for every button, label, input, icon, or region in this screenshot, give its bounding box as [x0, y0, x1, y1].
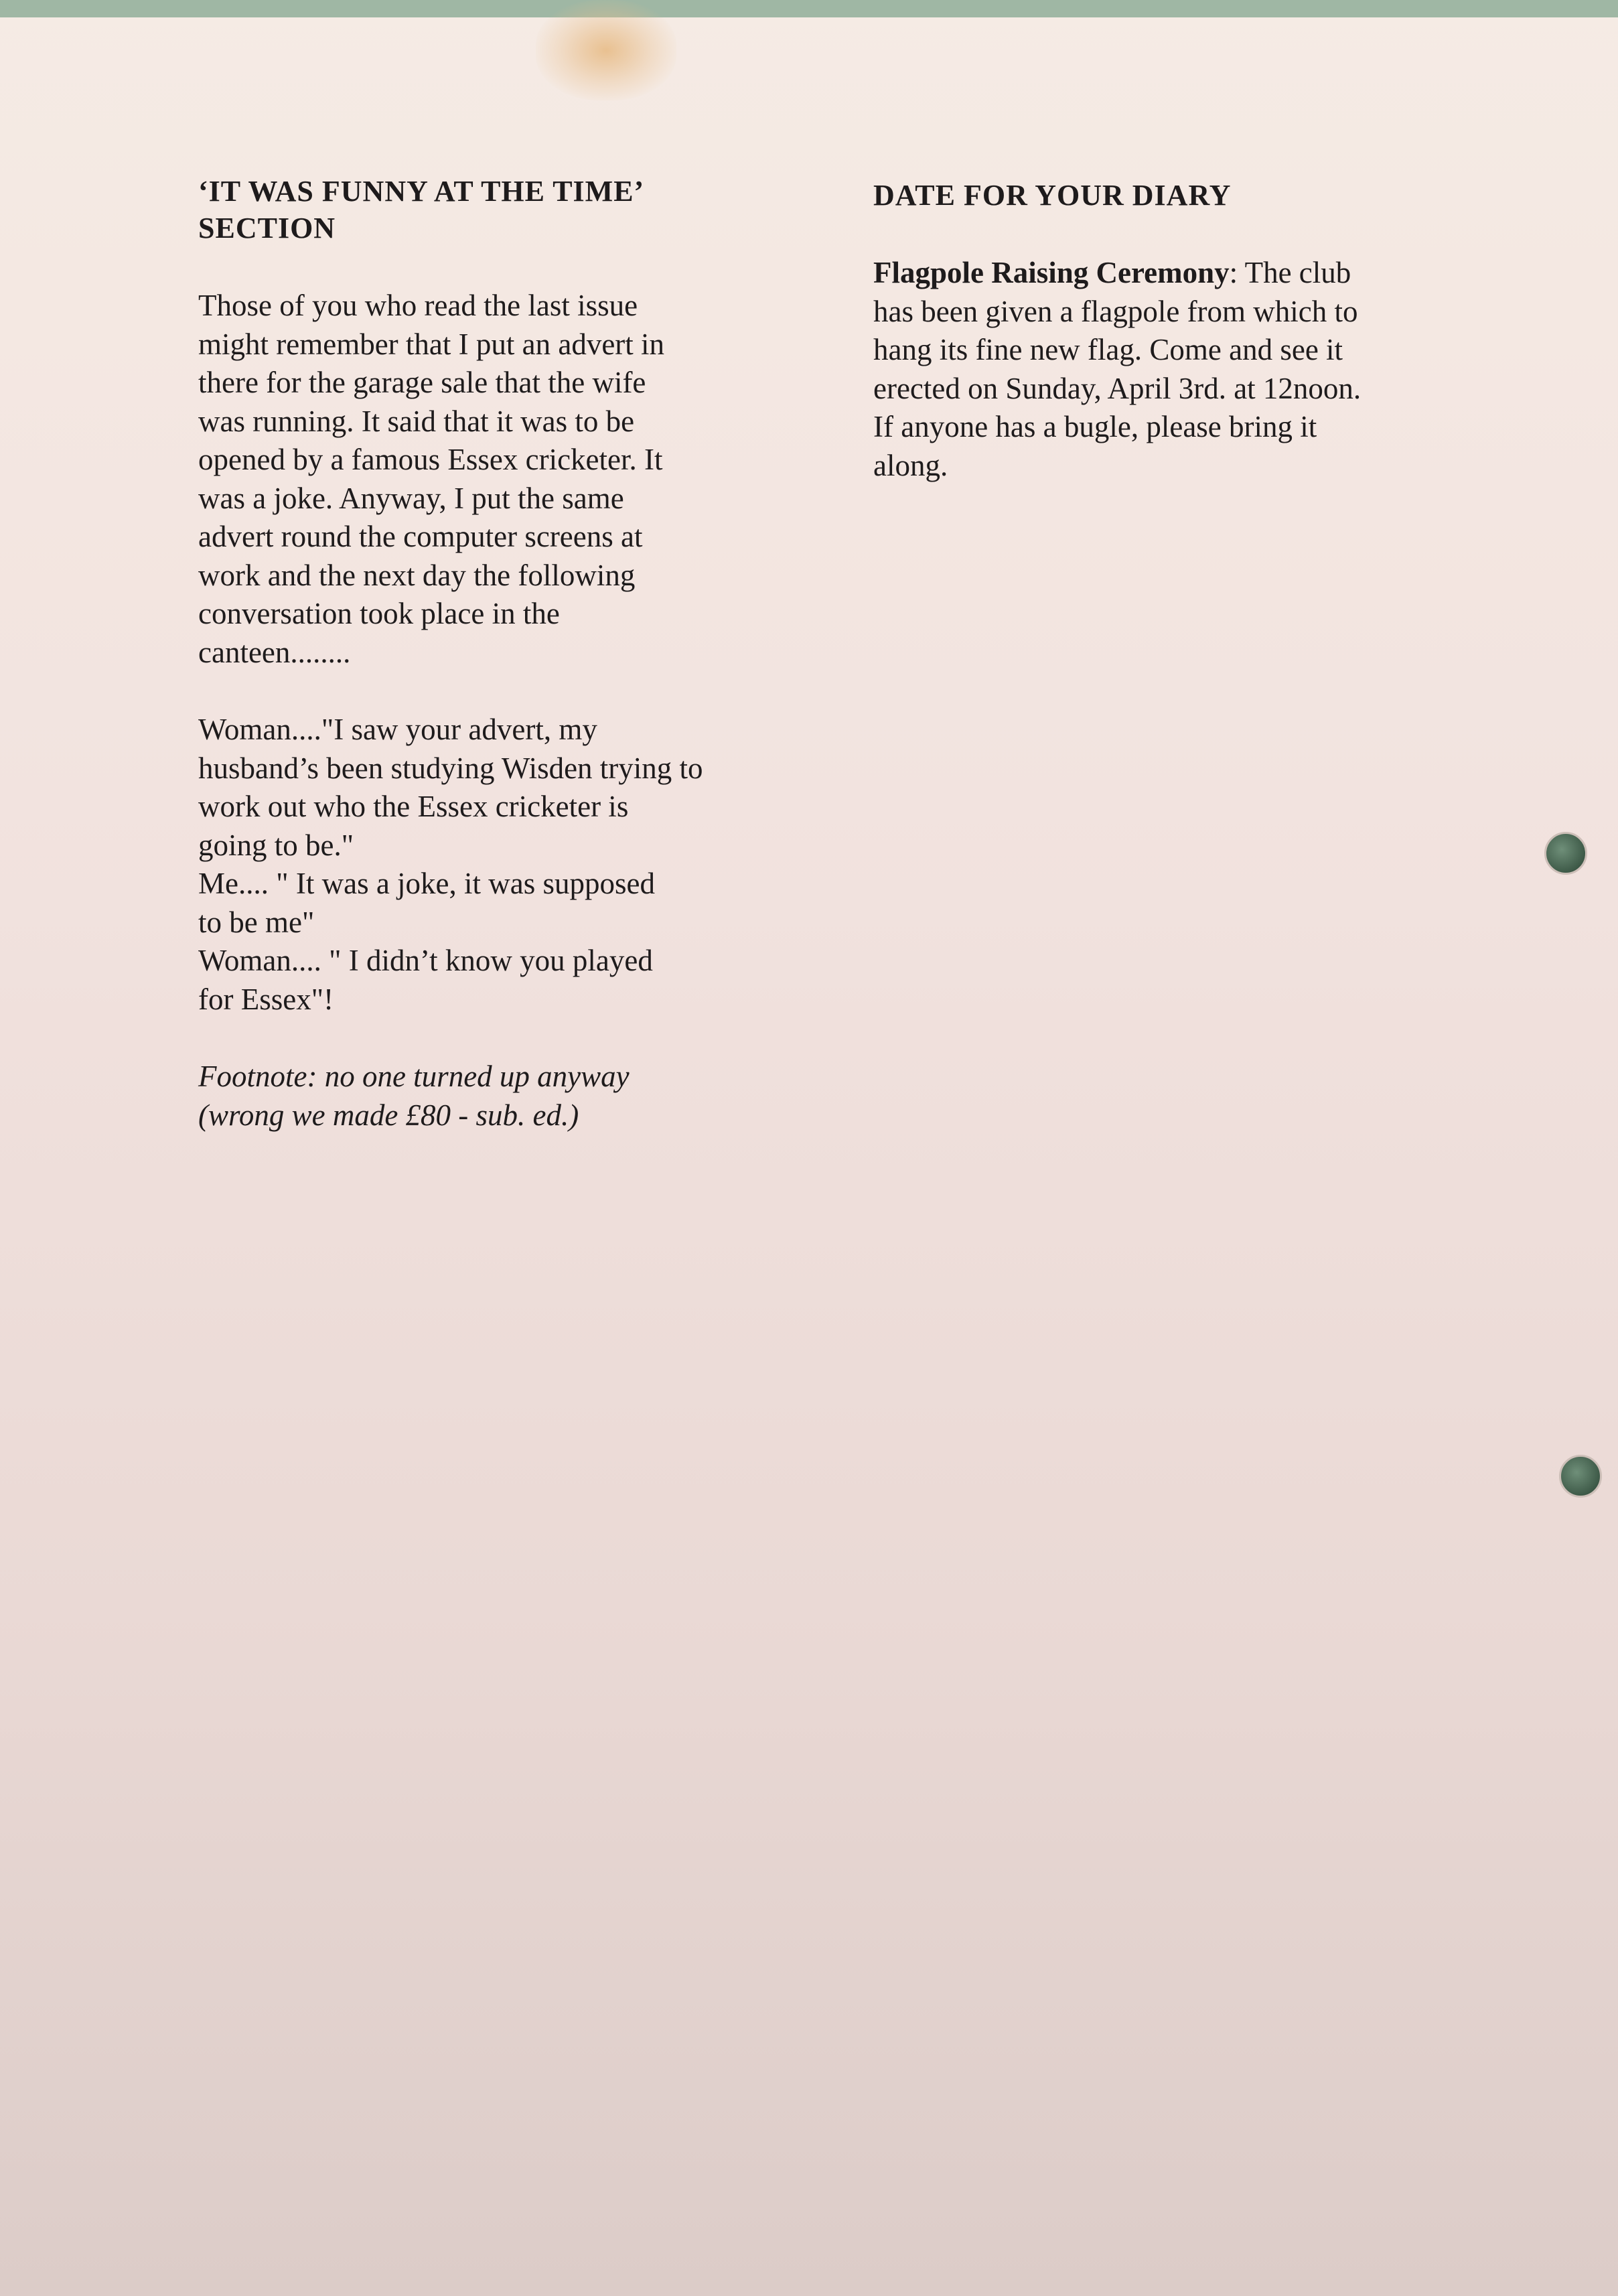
text-line: Woman...."I saw your advert, my — [198, 713, 597, 746]
text-line: Me.... " It was a joke, it was supposed — [198, 867, 656, 900]
event-title: Flagpole Raising Ceremony — [873, 256, 1230, 289]
event-title-suffix: : The club — [1229, 256, 1351, 289]
punch-hole — [1559, 1455, 1602, 1498]
heading-line: SECTION — [198, 212, 336, 244]
text-line: there for the garage sale that the wife — [198, 366, 646, 399]
event-paragraph — [873, 254, 1476, 485]
punch-hole — [1544, 832, 1587, 875]
text-line: Woman.... " I didn’t know you played — [198, 944, 653, 977]
text-line: opened by a famous Essex cricketer. It — [198, 443, 663, 476]
text-line: Footnote: no one turned up anyway — [198, 1060, 630, 1093]
dialogue-paragraph — [198, 711, 801, 1019]
text-line: along. — [873, 448, 948, 482]
text-line: to be me" — [198, 905, 315, 939]
text-line: has been given a flagpole from which to — [873, 294, 1358, 328]
text-line: work and the next day the following — [198, 558, 636, 592]
heading-line: DATE FOR YOUR DIARY — [873, 179, 1232, 212]
right-column — [873, 177, 1476, 485]
text-line: Those of you who read the last issue — [198, 289, 638, 322]
text-line: going to be." — [198, 828, 354, 862]
diary-heading — [873, 177, 1476, 214]
text-line: work out who the Essex cricketer is — [198, 790, 629, 823]
text-line: canteen........ — [198, 635, 351, 669]
left-column — [198, 173, 801, 1135]
paper-stain — [536, 0, 676, 100]
text-line: husband’s been studying Wisden trying to — [198, 751, 703, 785]
text-line: (wrong we made £80 - sub. ed.) — [198, 1098, 579, 1132]
footnote — [198, 1058, 801, 1135]
text-line: was a joke. Anyway, I put the same — [198, 481, 624, 515]
background-strip — [0, 0, 1618, 17]
text-line: for Essex"! — [198, 982, 334, 1016]
text-line: If anyone has a bugle, please bring it — [873, 410, 1317, 443]
text-line: advert round the computer screens at — [198, 520, 643, 553]
section-heading — [198, 173, 801, 246]
intro-paragraph — [198, 287, 801, 672]
text-line: erected on Sunday, April 3rd. at 12noon. — [873, 371, 1362, 405]
heading-line: ‘IT WAS FUNNY AT THE TIME’ — [198, 175, 645, 208]
text-line: conversation took place in the — [198, 597, 560, 630]
text-line: hang its fine new flag. Come and see it — [873, 333, 1343, 366]
text-line: was running. It said that it was to be — [198, 404, 635, 438]
text-line — [873, 254, 1476, 293]
text-line: might remember that I put an advert in — [198, 327, 665, 361]
